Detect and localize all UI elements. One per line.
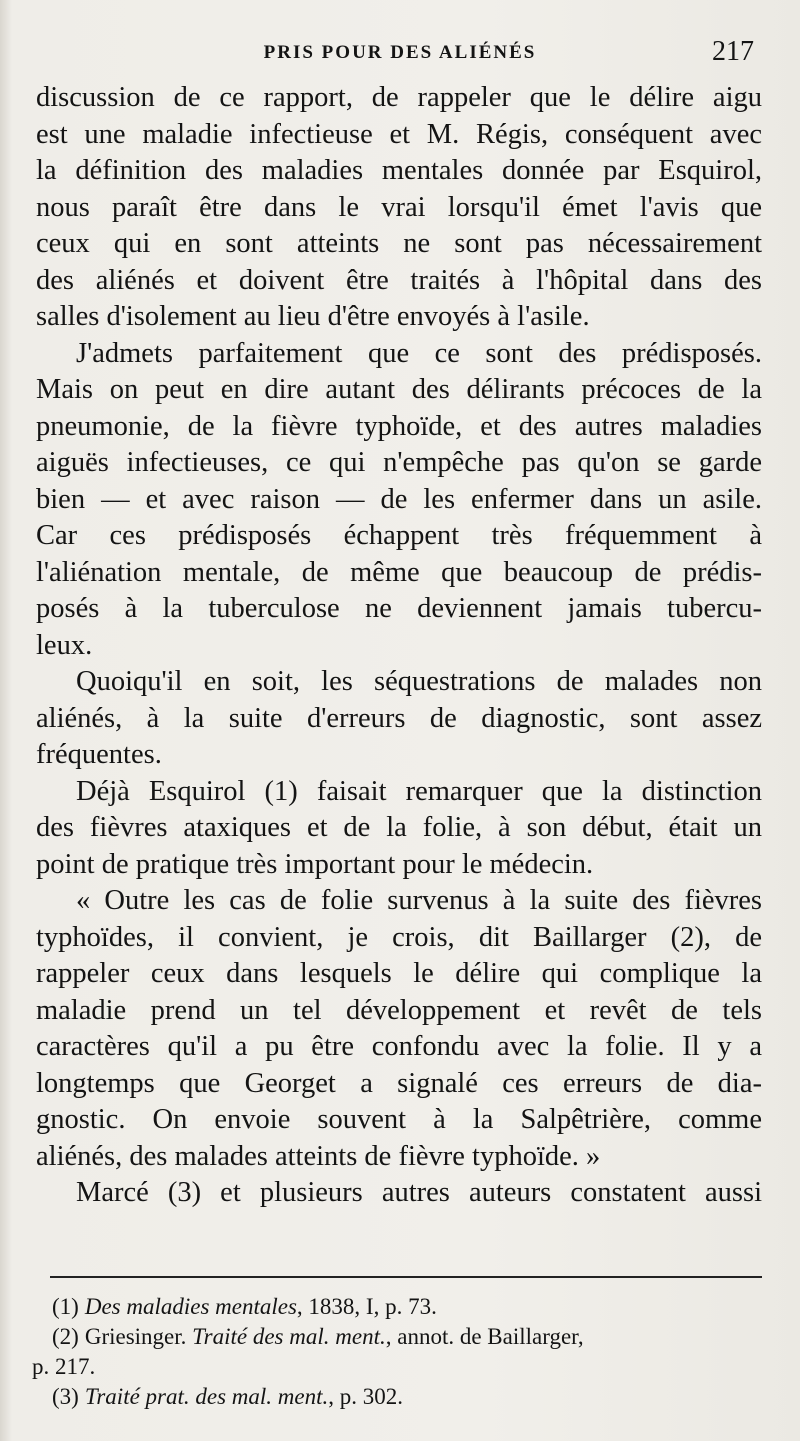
text-line: J'admets parfaitement que ce sont des prédisposés.: [76, 337, 762, 369]
footnote-number: (2): [52, 1324, 79, 1349]
text-line: maladie prend un tel développement et revêt de tels: [36, 994, 762, 1026]
text-line: « Outre les cas de folie survenus à la suite des fièvres: [76, 885, 762, 916]
text-line: aiguës infectieuses, ce qui n'empêche pas qu'on se garde: [36, 447, 762, 478]
text-line: est une maladie infectieuse et M. Régis, conséquent avec: [36, 118, 762, 150]
text-line: ceux qui en sont atteints ne sont pas nécessairement: [36, 228, 762, 259]
text-line: l'aliénation mentale, de même que beaucoup de prédis-: [36, 556, 762, 588]
text-line: salles d'isolement au lieu d'être envoyés à l'asile.: [36, 301, 590, 332]
text-line: Marcé (3) et plusieurs autres auteurs constatent aussi: [76, 1177, 762, 1208]
text-line: Mais on peut en dire autant des délirants précoces de la: [36, 374, 762, 405]
text-line: Déjà Esquirol (1) faisait remarquer que la distinction: [76, 775, 762, 807]
text-line: posés à la tuberculose ne deviennent jamais tubercu-: [36, 593, 762, 624]
running-head: PRIS POUR DES ALIÉNÉS: [263, 42, 537, 63]
footnote-rule: [50, 1276, 762, 1278]
footnote-reference: , 1838, I, p. 73.: [296, 1294, 437, 1319]
text-line: nous paraît être dans le vrai lorsqu'il émet l'avis que: [36, 191, 762, 223]
text-line: des aliénés et doivent être traités à l'hôpital dans des: [36, 264, 762, 296]
text-line: gnostic. On envoie souvent à la Salpêtrière, comme: [36, 1104, 762, 1135]
footnote-number: (1): [52, 1294, 79, 1319]
text-line: fréquentes.: [36, 739, 162, 770]
page-header: [36, 34, 764, 74]
body-text: [36, 80, 762, 1212]
text-line: aliénés, des malades atteints de fièvre typhoïde. »: [36, 1140, 601, 1172]
footnote-3: [52, 1382, 764, 1412]
text-line: discussion de ce rapport, de rappeler que le délire aigu: [36, 82, 762, 113]
text-line: des fièvres ataxiques et de la folie, à son début, était un: [36, 812, 762, 843]
footnote-title: Traité des mal. ment.: [192, 1324, 386, 1349]
footnote-reference: , annot. de Baillarger,: [385, 1324, 584, 1349]
text-line: longtemps que Georget a signalé ces erreurs de dia-: [36, 1067, 762, 1099]
text-line: rappeler ceux dans lesquels le délire qui complique la: [36, 958, 762, 989]
footnote-2-continuation: p. 217.: [32, 1354, 96, 1379]
footnote-number: (3): [52, 1384, 79, 1409]
text-line: aliénés, à la suite d'erreurs de diagnostic, sont assez: [36, 702, 762, 734]
text-line: leux.: [36, 629, 93, 661]
footnote-title: Traité prat. des mal. ment.: [84, 1384, 329, 1409]
text-line: typhoïdes, il convient, je crois, dit Baillarger (2), de: [36, 921, 762, 953]
footnote-2: [52, 1322, 764, 1352]
text-line: la définition des maladies mentales donnée par Esquirol,: [36, 155, 762, 186]
footnote-title: Des maladies mentales: [84, 1294, 297, 1319]
text-line: point de pratique très important pour le médecin.: [36, 848, 594, 880]
text-line: Quoiqu'il en soit, les séquestrations de malades non: [76, 666, 762, 697]
text-line: bien — et avec raison — de les enfermer dans un asile.: [36, 483, 762, 515]
footnote-author: Griesinger.: [84, 1324, 193, 1349]
page-number: 217: [712, 36, 754, 67]
text-line: pneumonie, de la fièvre typhoïde, et des autres maladies: [36, 410, 762, 442]
footnotes: [32, 1292, 764, 1412]
footnote-reference: , p. 302.: [328, 1384, 403, 1409]
text-line: caractères qu'il a pu être confondu avec la folie. Il y a: [36, 1031, 762, 1062]
text-line: Car ces prédisposés échappent très fréquemment à: [36, 520, 762, 551]
footnote-1: [52, 1292, 764, 1322]
